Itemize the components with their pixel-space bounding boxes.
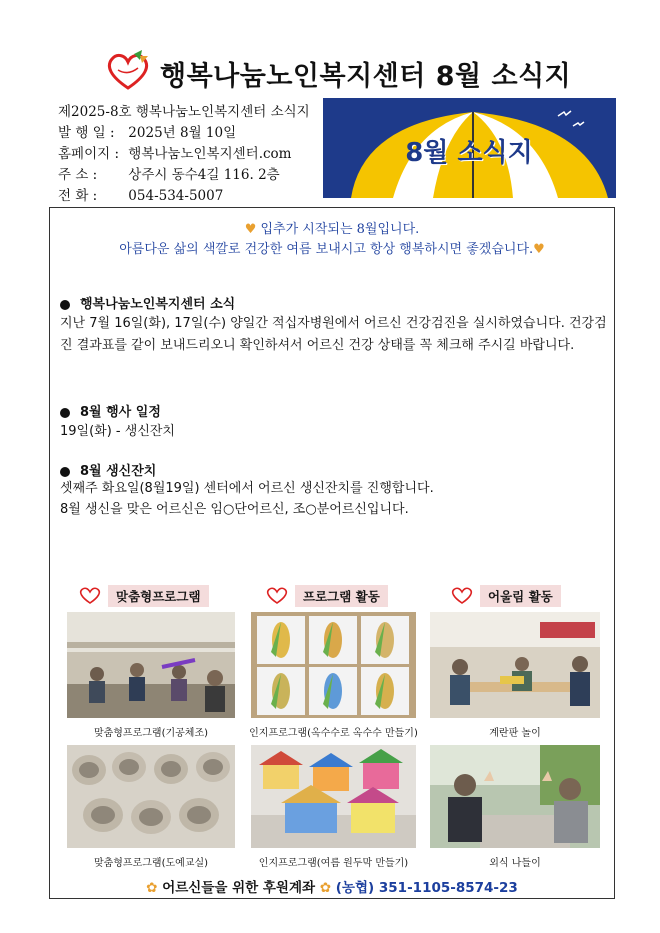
phone-value: 054-534-5007: [128, 188, 224, 204]
bullet-icon: [60, 408, 70, 418]
greeting-line-1: [49, 218, 615, 237]
photo-tag-program: [265, 585, 388, 607]
photo-tag-text: 어울림 활동: [480, 585, 561, 607]
section-body-birthday-1: 셋째주 화요일(8월19일) 센터에서 어르신 생신잔치를 진행합니다.: [60, 481, 434, 496]
greeting-line-2: [49, 238, 615, 257]
photo-summer-hut-craft: [251, 745, 416, 848]
flower-icon: ✿: [319, 880, 332, 896]
flower-icon: ✿: [146, 880, 158, 896]
photo-pottery-class: [67, 745, 235, 848]
photo-egg-tray-game: [430, 612, 600, 718]
section-heading-schedule: [60, 401, 161, 420]
bullet-icon: [60, 467, 70, 477]
donation-account-line: [49, 876, 615, 896]
heart-logo-icon: [78, 587, 102, 605]
photo-corn-craft: [251, 612, 416, 718]
caption-qigong: 맞춤형프로그램(기공체조): [93, 728, 209, 739]
greeting-text-2: 아름다운 삶의 색깔로 건강한 여름 보내시고 항상 행복하시면 좋겠습니다.: [119, 242, 534, 257]
section-heading-text: 8월 생신잔치: [80, 464, 157, 479]
issue-line: 제2025-8호 행복나눔노인복지센터 소식지: [58, 104, 310, 120]
caption-egg-tray: 계란판 놀이: [489, 728, 541, 739]
issue-date-label: 발 행 일 :: [58, 125, 115, 141]
caption-summer-hut: 인지프로그램(여름 원두막 만들기): [258, 858, 409, 869]
photo-tag-custom: [78, 585, 209, 607]
phone-label: 전 화 :: [58, 188, 98, 204]
heart-logo-icon: [450, 587, 474, 605]
photo-tag-text: 맞춤형프로그램: [108, 585, 209, 607]
section-heading-news: [60, 293, 235, 312]
photo-qigong-exercise: [67, 612, 235, 718]
heart-icon: ♥: [533, 242, 545, 257]
section-body-schedule: 19일(화) - 생신잔치: [60, 424, 175, 439]
photo-dining-outing: [430, 745, 600, 848]
greeting-text-1: 입추가 시작되는 8월입니다.: [260, 222, 420, 237]
address-row: [58, 163, 280, 183]
section-body-birthday-2: 8월 생신을 맞은 어르신은 임○단어르신, 조○분어르신입니다.: [60, 502, 409, 517]
address-value: 상주시 동수4길 116. 2층: [128, 167, 280, 183]
homepage-row: [58, 142, 292, 162]
homepage-link[interactable]: 행복나눔노인복지센터.com: [128, 146, 292, 162]
section-heading-text: 8월 행사 일정: [80, 405, 161, 420]
section-heading-text: 행복나눔노인복지센터 소식: [80, 297, 236, 312]
donation-label: 어르신들을 위한 후원계좌: [162, 880, 316, 896]
caption-dining-outing: 외식 나들이: [489, 858, 541, 869]
issue-date-row: [58, 121, 236, 141]
bullet-icon: [60, 300, 70, 310]
banner-title: 8월 소식지: [405, 138, 533, 168]
phone-row: [58, 184, 223, 204]
section-body-news: 지난 7월 16일(화), 17일(수) 양일간 적십자병원에서 어르신 건강검진을 실시하였습니다. 건강검진 결과표를 같이 보내드리오니 확인하셔서 어르신 건강 상태를 꼭 체크해 주시길 바랍니다.: [60, 316, 607, 353]
caption-pottery: 맞춤형프로그램(도예교실): [93, 858, 209, 869]
photo-tag-text: 프로그램 활동: [295, 585, 388, 607]
issue-date-value: 2025년 8월 10일: [128, 125, 237, 141]
heart-icon: ♥: [244, 222, 257, 237]
homepage-label: 홈페이지 :: [58, 146, 120, 162]
august-banner: [323, 98, 616, 198]
caption-corn-craft: 인지프로그램(옥수수로 옥수수 만들기): [249, 728, 418, 739]
center-logo-icon: [104, 50, 152, 92]
photo-tag-social: [450, 585, 561, 607]
bank-name: (농협): [335, 880, 375, 896]
account-number: 351-1105-8574-23: [378, 880, 518, 896]
section-heading-birthday: [60, 460, 156, 479]
heart-logo-icon: [265, 587, 289, 605]
address-label: 주 소 :: [58, 167, 98, 183]
newsletter-title: 행복나눔노인복지센터 8월 소식지: [160, 61, 572, 92]
